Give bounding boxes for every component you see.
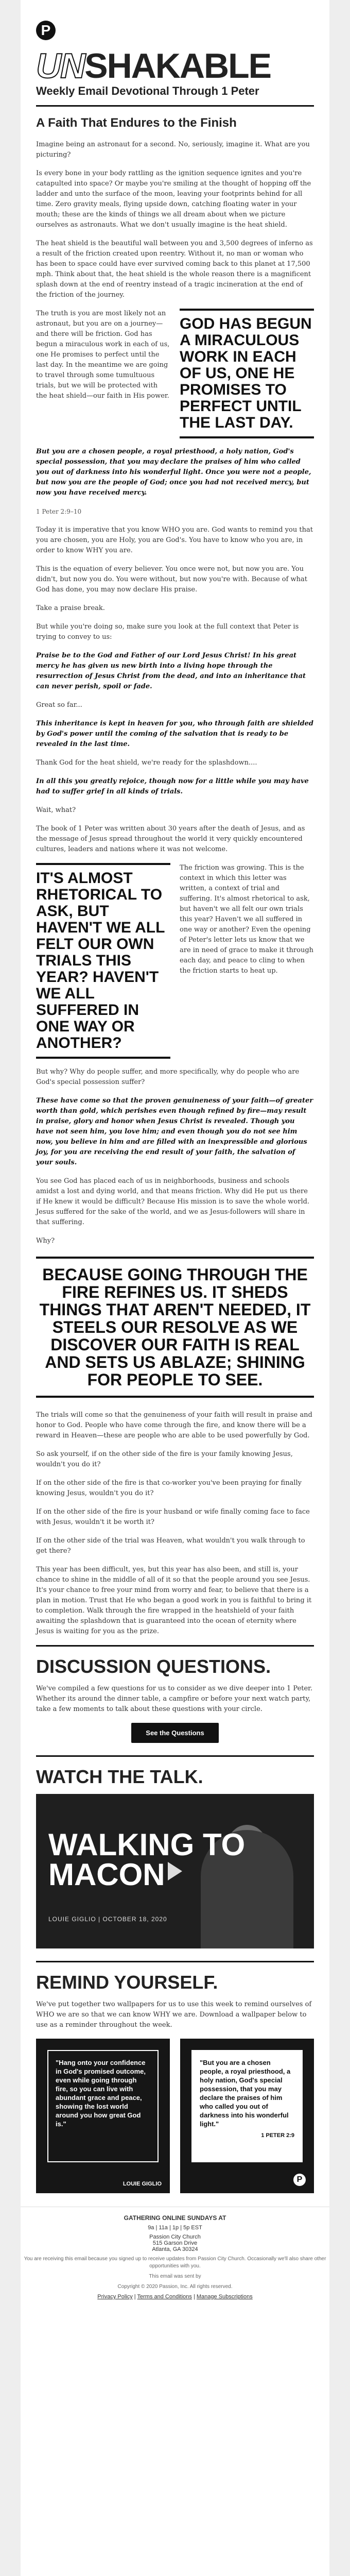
wallpaper-quote: "But you are a chosen people, a royal priesthood, a holy nation, God's special possession, that you may declare the praises of him who called you out of darkness into his wonderful light." (200, 2059, 291, 2128)
paragraph: Wait, what? (36, 806, 76, 814)
address-line: Atlanta, GA 30324 (152, 2246, 198, 2252)
wallpaper-row (36, 2039, 314, 2193)
video-thumb-title: WALKING TO MACON (48, 1827, 246, 1892)
paragraph: The friction was growing. This is the context in which this letter was written, a context of trial and suffering. It's almost rhetorical to ask, but haven't we all felt our own trials this year? Haven't we all suffered in one way or another? Even the opening of Peter's letter lets us know that we are in need of grace to make it through each day, and peace to cling to when the friction starts to heat up. (180, 864, 314, 975)
footer-notice: You are receiving this email because you signed up to receive updates from Passion City Church. Occasionally we'll also share other opportunities with you. (24, 2256, 326, 2269)
wallpaper-quote: "Hang onto your confidence in God's promised outcome, even while going through fire, so you can live with abundant grace and peace, showing the lost world around you how great God is." (56, 2059, 146, 2128)
pull-quote: GOD HAS BEGUN A MIRACULOUS WORK IN EACH OF US, ONE HE PROMISES TO PERFECT UNTIL THE LAST DAY. (180, 309, 314, 438)
terms-link[interactable]: Terms and Conditions (137, 2294, 192, 2300)
scripture-quote: These have come so that the proven genuineness of your faith—of greater worth than gold, which perishes even though refined by fire—may result in praise, glory and honor when Jesus Christ is revealed. Though you have not seen him, you love him; and even though you do not see him now, you believe in him and are filled with an inexpressible and glorious joy, for you are receiving the end result of your faith, the salvation of your souls. (36, 1097, 313, 1166)
paragraph: So ask yourself, if on the other side of the fire is your family knowing Jesus, wouldn't you do it? (36, 1450, 293, 1468)
scripture-quote: This inheritance is kept in heaven for you, who through faith are shielded by God's power until the coming of the salvation that is ready to be revealed in the last time. (36, 720, 314, 748)
copyright: Copyright © 2020 Passion, Inc. All rights reserved. (117, 2284, 233, 2290)
divider (36, 105, 314, 107)
footer-heading: GATHERING ONLINE SUNDAYS AT (124, 2214, 226, 2222)
paragraph: If on the other side of the fire is that co-worker you've been praying for finally knowing Jesus, wouldn't you do it? (36, 1479, 302, 1497)
scripture-quote: But you are a chosen people, a royal priesthood, a holy nation, God's special possession, that you may declare the praises of him who called you out of darkness into his wonderful light. Once you were not a people, but now you are the people of God; once you had not received mercy, but now you have received mercy. (36, 448, 311, 497)
wallpaper-ref: 1 PETER 2:9 (261, 2132, 294, 2139)
play-icon[interactable] (168, 1862, 182, 1880)
paragraph: This year has been difficult, yes, but this year has also been, and still is, your chance to shine in the middle of all of it so that the people around you see Jesus. It's your chance to free your mind from worry and fear, to believe that there is a plan in motion. Trust that He who began a good work in you is faithful to bring it to completion. Walk through the fire wrapped in the heatshield of your faith awaiting the splashdown that is guaranteed into the ocean of eternity where Jesus is waiting for you as the prize. (36, 1566, 312, 1635)
pull-quote: IT'S ALMOST RHETORICAL TO ASK, BUT HAVEN'T WE ALL FELT OUR OWN TRIALS THIS YEAR? HAVEN'T WE ALL SUFFERED IN ONE WAY OR ANOTHER? (36, 863, 170, 1059)
discussion-text: We've compiled a few questions for us to consider as we dive deeper into 1 Peter. Whether its around the dinner table, a campfire or before your next watch party, take a few moments to talk about these questions with your circle. (36, 1685, 313, 1713)
split-block (36, 863, 314, 1059)
split-block (36, 309, 314, 438)
scripture-quote: In all this you greatly rejoice, though now for a little while you may have had to suffer grief in all kinds of trials. (36, 777, 309, 795)
wallpaper-2[interactable] (180, 2039, 314, 2193)
privacy-link[interactable]: Privacy Policy (97, 2294, 133, 2300)
paragraph: The book of 1 Peter was written about 30 years after the death of Jesus, and as the message of Jesus spread throughout the world it very quickly encountered cultures, leaders and nations where it was not welcome. (36, 825, 305, 853)
paragraph: Great so far... (36, 701, 82, 709)
footer-sent: This email was sent by (149, 2274, 201, 2279)
paragraph: Thank God for the heat shield, we're ready for the splashdown.... (36, 759, 257, 767)
service-times: 9a | 11a | 1p | 5p EST (148, 2225, 202, 2231)
paragraph: This is the equation of every believer. You once were not, but now you are. You didn't, but now you do. You were without, but now you're with. Because of what God has done, you may now declare His praise. (36, 565, 308, 594)
paragraph: The heat shield is the beautiful wall between you and 3,500 degrees of inferno as a result of the friction created upon reentry. Without it, no man or woman who has been to space could have ever survived coming back to this planet at 17,500 mph. Think about that, the heat shield is the whole reason there is a magnificent splash down at the end of reentry instead of a tragic incineration at the end of the friction of the journey. (36, 240, 313, 299)
discussion-title: DISCUSSION QUESTIONS. (36, 1656, 271, 1677)
divider (36, 1755, 314, 1757)
footer: GATHERING ONLINE SUNDAYS AT 9a | 11a | 1p | 5p EST Passion City Church 515 Garson Drive Atlanta, GA 30324 You are receiving this email because you signed up to receive updates from Passion City Church. Occasionally we'll also share other opportunities with you. This email was sent by Copyright © 2020 Passion, Inc. All rights reserved. Privacy Policy | Terms and Conditions | Manage Subscriptions (21, 2207, 329, 2310)
paragraph: You see God has placed each of us in neighborhoods, business and schools amidst a lost and dying world, and that means friction. Why did He put us there if He knew it would be difficult? Because His mission is to save the whole world. Jesus suffered for the sake of the world, and we as Jesus-followers will share in that suffering. (36, 1177, 310, 1226)
paragraph: But why? Why do people suffer, and more specifically, why do people who are God's special possession suffer? (36, 1068, 300, 1086)
paragraph: The truth is you are most likely not an astronaut, but you are on a journey—and there will be friction. God has begun a miraculous work in each of us, one He promises to perfect until the last day. In the meantime we are going to travel through some tumultuous trials, but we will be protected with the heat shield—our faith in His power. (36, 310, 170, 400)
paragraph: But while you're doing so, make sure you look at the full context that Peter is trying to convey to us: (36, 623, 299, 641)
brand-un: UN (36, 46, 85, 86)
divider (36, 1645, 314, 1647)
see-questions-button[interactable]: See the Questions (131, 1723, 219, 1743)
passion-logo-small: P (293, 2174, 306, 2186)
scripture-reference: 1 Peter 2:9–10 (36, 508, 82, 515)
passion-logo[interactable]: P (36, 21, 56, 40)
email-container (21, 0, 329, 2576)
video-title: WATCH THE TALK. (36, 1766, 203, 1787)
video-thumb-subtitle: LOUIE GIGLIO | OCTOBER 18, 2020 (48, 1916, 167, 1923)
paragraph: Today it is imperative that you know WHO you are. God wants to remind you that you are chosen, you are Holy, you are God's. You have to know who you are, in order to know WHY you are. (36, 526, 313, 554)
wallpaper-1[interactable] (36, 2039, 170, 2193)
paragraph: Imagine being an astronaut for a second. No, seriously, imagine it. What are you picturing? (36, 141, 310, 159)
brand-subtitle: Weekly Email Devotional Through 1 Peter (36, 84, 259, 97)
paragraph: Is every bone in your body rattling as the ignition sequence ignites and you're catapulted into space? Or maybe you're smiling at the thought of hopping off the ladder and unto the surface of the moon, leaving your footprints behind for all time. Zero gravity meals, flying upside down, catching floating water in your mouth; these are the kinds of things we all dream about when we picture ourselves as astronauts. What we don't usually imagine is the heat shield. (36, 170, 311, 229)
paragraph: The trials will come so that the genuineness of your faith will result in praise and honor to God. People who have come through the fire, and know there will be a reward in Heaven—these are people who are able to be used powerfully by God. (36, 1411, 312, 1439)
divider (36, 1961, 314, 1962)
header (21, 0, 329, 45)
wallpaper-author: LOUIE GIGLIO (122, 2181, 162, 2187)
wallpaper-title: REMIND YOURSELF. (36, 1972, 218, 1993)
big-pull-quote: BECAUSE GOING THROUGH THE FIRE REFINES US. IT SHEDS THINGS THAT AREN'T NEEDED, IT STEELS OUR RESOLVE AS WE DISCOVER OUR FAITH IS REAL AND SETS US ABLAZE; SHINING FOR PEOPLE TO SEE. (36, 1257, 314, 1398)
scripture-quote: Praise be to the God and Father of our Lord Jesus Christ! In his great mercy he has given us new birth into a living hope through the resurrection of Jesus Christ from the dead, and into an inheritance that can never perish, spoil or fade. (36, 652, 306, 690)
address-line: 515 Garson Drive (152, 2240, 198, 2246)
brand-rest: SHAKABLE (84, 46, 271, 86)
article-title: A Faith That Endures to the Finish (36, 116, 237, 130)
paragraph: Take a praise break. (36, 604, 105, 612)
paragraph: If on the other side of the trial was Heaven, what wouldn't you walk through to get there? (36, 1537, 305, 1555)
brand-title (36, 46, 314, 86)
wallpaper-card (191, 2050, 303, 2162)
org-name: Passion City Church (149, 2234, 201, 2240)
video-thumbnail[interactable] (36, 1794, 314, 1948)
wallpaper-card (47, 2050, 159, 2162)
paragraph: Why? (36, 1237, 55, 1245)
manage-subscriptions-link[interactable]: Manage Subscriptions (196, 2294, 253, 2300)
paragraph: If on the other side of the fire is your husband or wife finally coming face to face with Jesus, wouldn't it be worth it? (36, 1508, 310, 1526)
wallpaper-text: We've put together two wallpapers for us to use this week to remind ourselves of WHO we are so that we can know WHY we are. Download a wallpaper below to use as a reminder throughout the week. (36, 2001, 312, 2029)
